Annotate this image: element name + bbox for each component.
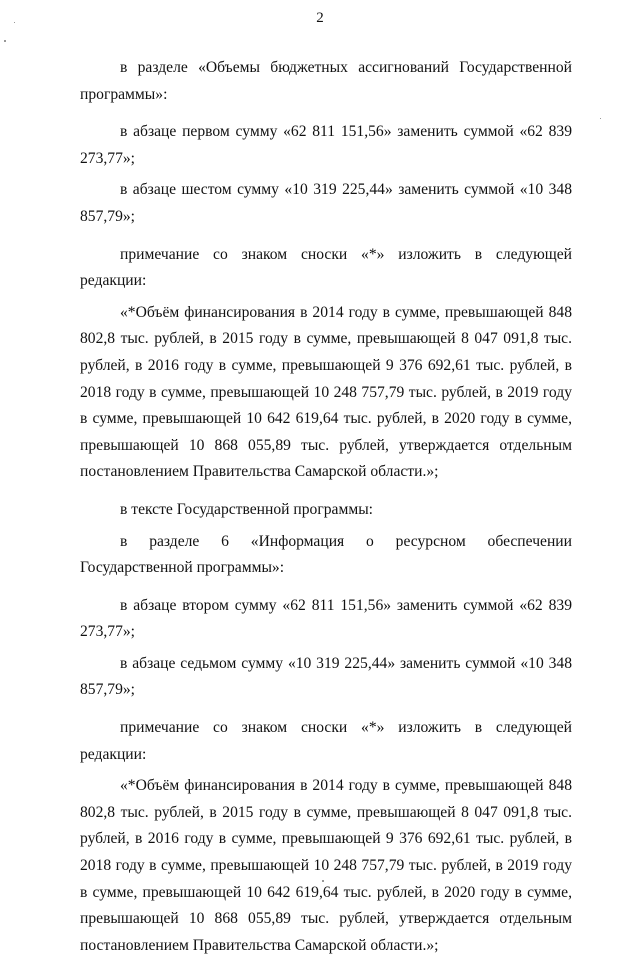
paragraph: «*Объём финансирования в 2014 году в сумме, превышающей 848 802,8 тыс. рублей, в 2015 году в сумме, превышающей 8 047 091,8 тыс. рублей, в 2016 году в сумме, превышающей 9 376 692,61 тыс. рублей, в 2018 году в сумме, превышающей 10 248 757,79 тыс. рублей, в 2019 году в сумме, превышающей 10 642 619,64 тыс. рублей, в 2020 году в сумме, превышающей 10 868 055,89 тыс. рублей, утверждается отдельным постановлением Правительства Самарской области.»; bbox=[80, 303, 572, 481]
scan-speck bbox=[600, 118, 601, 119]
scan-speck bbox=[4, 40, 6, 42]
paragraph: в абзаце втором сумму «62 811 151,56» заменить суммой «62 839 273,77»; bbox=[80, 596, 572, 641]
paragraph: примечание со знаком сноски «*» изложить в следующей редакции: bbox=[80, 245, 572, 290]
scan-speck bbox=[14, 22, 15, 23]
paragraph: «*Объём финансирования в 2014 году в сумме, превышающей 848 802,8 тыс. рублей, в 2015 году в сумме, превышающей 8 047 091,8 тыс. рублей, в 2016 году в сумме, превышающей 9 376 692,61 тыс. рублей, в 2018 году в сумме, превышающей 10 248 757,79 тыс. рублей, в 2019 году в сумме, превышающей 10 642 619,64 тыс. рублей, в 2020 году в сумме, превышающей 10 868 055,89 тыс. рублей, утверждается отдельным постановлением Правительства Самарской области.»; bbox=[80, 777, 572, 954]
paragraph: в абзаце первом сумму «62 811 151,56» заменить суммой «62 839 273,77»; bbox=[80, 123, 572, 167]
paragraph: в разделе «Объемы бюджетных ассигнований Государственной программы»: bbox=[80, 59, 572, 103]
paragraph: в тексте Государственной программы: bbox=[120, 500, 374, 518]
page-number: 2 bbox=[316, 10, 324, 26]
paragraph: в разделе 6 «Информация о ресурсном обеспечении Государственной программы»: bbox=[80, 532, 572, 577]
paragraph: примечание со знаком сноски «*» изложить в следующей редакции: bbox=[80, 719, 572, 763]
paragraph: в абзаце шестом сумму «10 319 225,44» заменить суммой «10 348 857,79»; bbox=[80, 181, 572, 225]
document-body bbox=[80, 55, 572, 970]
paragraph: в абзаце седьмом сумму «10 319 225,44» заменить суммой «10 348 857,79»; bbox=[80, 654, 572, 699]
